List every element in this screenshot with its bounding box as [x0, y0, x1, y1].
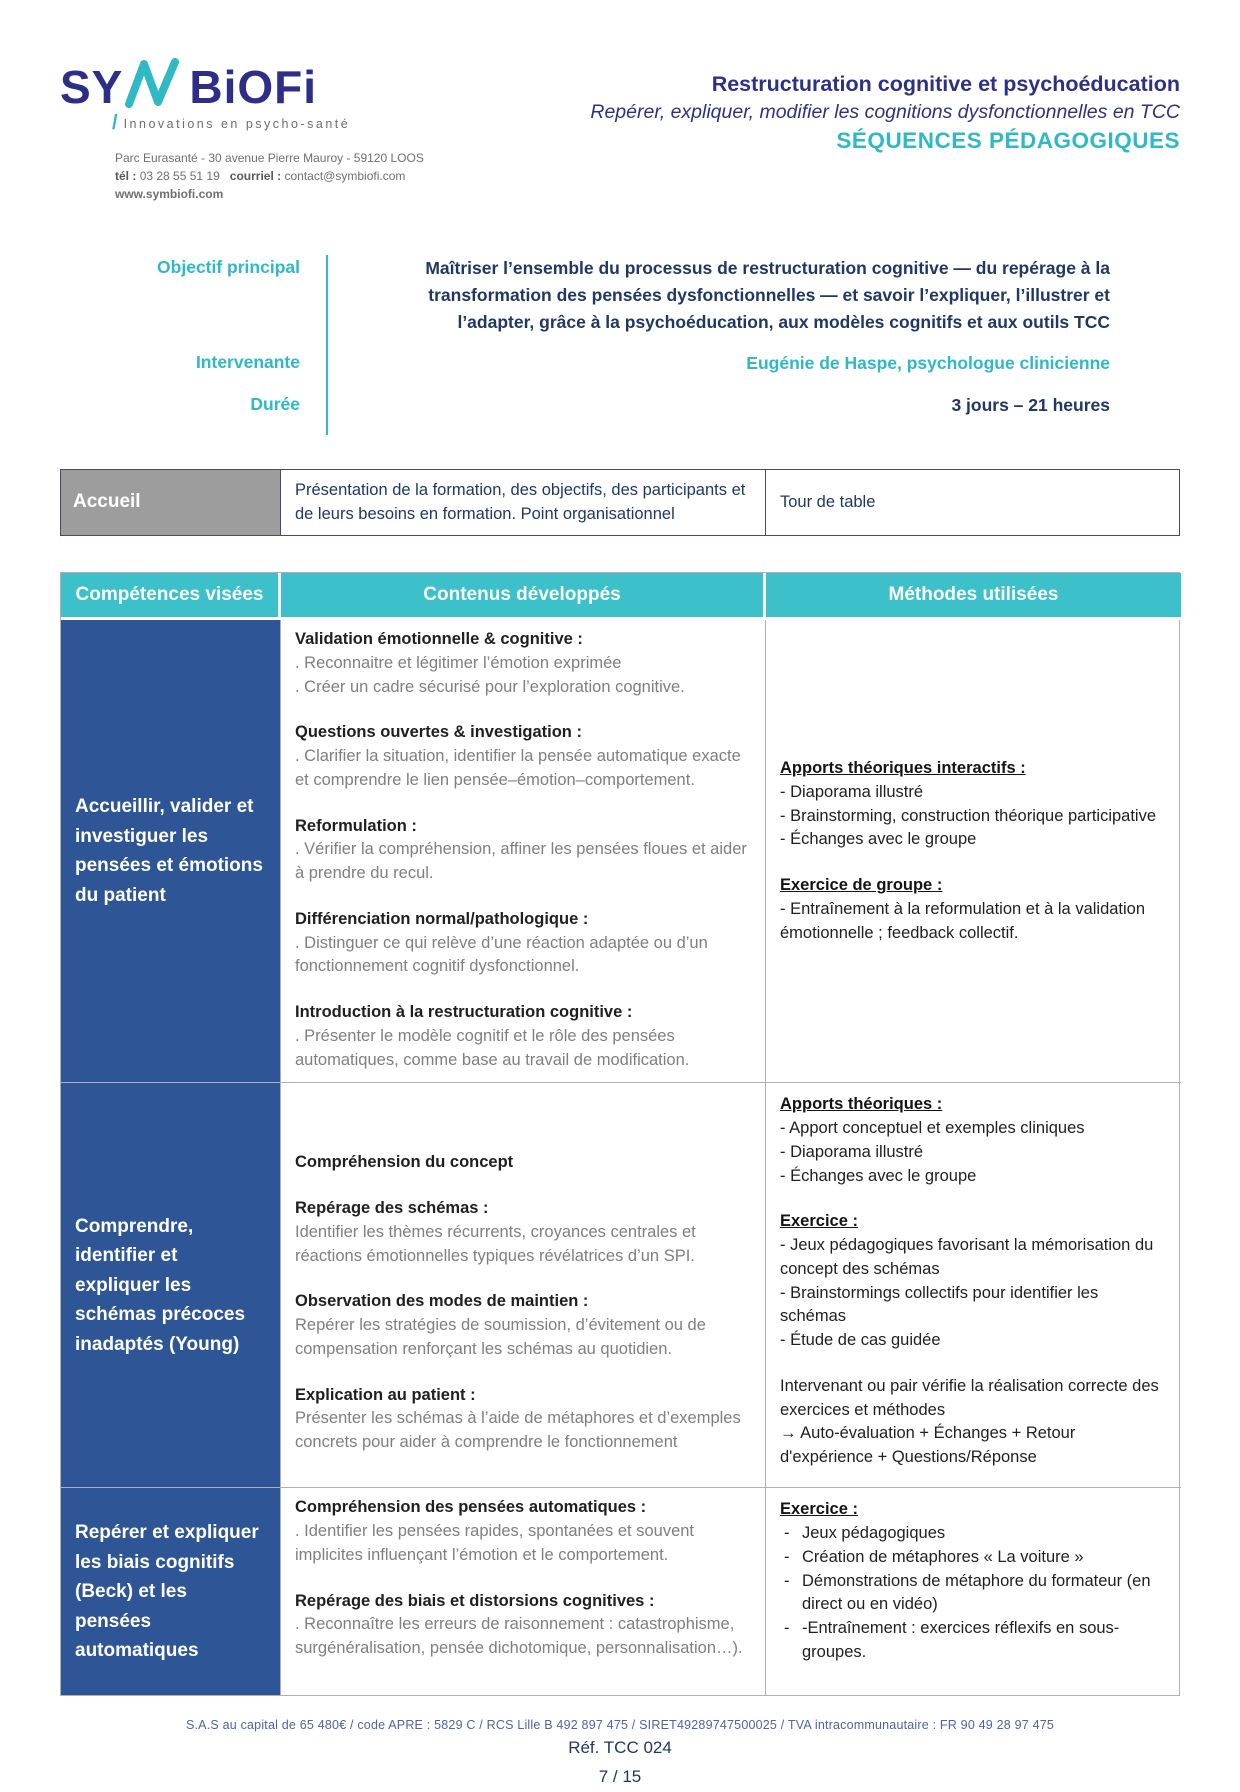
content-heading: Validation émotionnelle & cognitive :	[295, 630, 583, 649]
content-heading: Repérage des biais et distorsions cognitives :	[295, 1591, 655, 1610]
methodes-cell	[766, 1488, 1181, 1695]
header-methodes: Méthodes utilisées	[766, 573, 1181, 620]
content-line: - Brainstormings collectifs pour identifier les schémas	[780, 1283, 1099, 1326]
doc-subtitle: Repérer, expliquer, modifier les cognitions dysfonctionnelles en TCC	[590, 101, 1180, 124]
content-line: - Création de métaphores « La voiture »	[780, 1546, 1167, 1570]
content-line: Présenter les schémas à l’aide de métaphores et d’exemples concrets pour aider à comprendre le fonctionnement	[295, 1409, 741, 1452]
contenus-cell	[281, 620, 766, 1083]
content-line	[295, 886, 749, 908]
footer-page-number: 7 / 15	[598, 1767, 642, 1787]
content-line: Intervenant ou pair vérifie la réalisation correcte des exercices et méthodes	[780, 1376, 1159, 1419]
content-line: . Identifier les pensées rapides, spontanées et souvent implicites influençant l’émotion et le comportement.	[295, 1522, 695, 1564]
contenus-cell	[281, 1083, 766, 1488]
courriel-label: courriel :	[229, 169, 282, 183]
content-line: - Entraînement à la reformulation et à la validation émotionnelle ; feedback collectif.	[780, 899, 1146, 942]
contact-line	[115, 167, 490, 185]
tel-number: 03 28 55 51 19	[139, 169, 220, 183]
content-heading: Exercice :	[780, 1500, 858, 1519]
sequences-table	[60, 572, 1180, 1696]
content-heading: Introduction à la restructuration cognitive :	[295, 1003, 633, 1022]
competence-cell: Comprendre, identifier et expliquer les schémas précoces inadaptés (Young)	[61, 1083, 281, 1488]
intervenante-label: Intervenante	[195, 352, 300, 373]
content-line: - -Entraînement : exercices réflexifs en sous-groupes.	[780, 1617, 1167, 1665]
content-line: Identifier les thèmes récurrents, croyances centrales et réactions émotionnelles typiques révélatrices d’un SPI.	[295, 1222, 696, 1265]
content-line	[295, 1091, 749, 1151]
accueil-row	[60, 469, 1180, 537]
logo-text-left: SY	[60, 61, 124, 113]
content-line	[295, 1175, 749, 1197]
content-line	[780, 1188, 1167, 1210]
content-line: . Reconnaître les erreurs de raisonnement : catastrophisme, surgénéralisation, pensée dichotomique, personnalisation…).	[295, 1615, 743, 1658]
content-line: . Vérifier la compréhension, affiner les pensées floues et aider à prendre du recul.	[295, 840, 747, 883]
content-line: . Créer un cadre sécurisé pour l’exploration cognitive.	[295, 677, 685, 696]
content-heading: Compréhension du concept	[295, 1153, 514, 1172]
content-line: . Distinguer ce qui relève d’une réaction adaptée ou d’un fonctionnement cognitif dysfonctionnel.	[295, 933, 708, 976]
content-line	[295, 1362, 749, 1384]
header-contenus: Contenus développés	[281, 573, 766, 620]
content-heading: Différenciation normal/pathologique :	[295, 909, 589, 928]
content-heading: Questions ouvertes & investigation :	[295, 723, 582, 742]
logo-text-right: BiOFi	[189, 61, 318, 113]
logo-tagline-row	[112, 112, 490, 135]
logo-wordmark	[60, 58, 490, 113]
footer-ref-block	[60, 1734, 1180, 1792]
content-heading: Observation des modes de maintien :	[295, 1292, 589, 1311]
tel-label: tél :	[115, 169, 137, 183]
content-line	[295, 699, 749, 721]
content-line: . Reconnaitre et légitimer l’émotion exprimée	[295, 653, 622, 672]
doc-type: SÉQUENCES PÉDAGOGIQUES	[836, 128, 1180, 154]
legal-footer: S.A.S au capital de 65 480€ / code APRE : 5829 C / RCS Lille B 492 897 475 / SIRET49289747500025 / TVA intracommunautaire : FR 90 49 28 97 475	[185, 1718, 1055, 1732]
content-line	[295, 1568, 749, 1590]
methodes-cell	[766, 1083, 1181, 1488]
tagline-slash-icon: /	[112, 112, 118, 134]
table-row	[61, 1083, 1179, 1488]
intervenante-value: Eugénie de Haspe, psychologue clinicienne	[326, 350, 1110, 391]
competence-cell: Accueillir, valider et investiguer les pensées et émotions du patient	[61, 620, 281, 1083]
header-competences: Compétences visées	[61, 573, 281, 620]
table-row	[61, 620, 1179, 1083]
content-heading: Explication au patient :	[295, 1385, 476, 1404]
contenus-cell	[281, 1488, 766, 1695]
table-row	[61, 1488, 1179, 1695]
competence-cell: Repérer et expliquer les biais cognitifs (Beck) et les pensées automatiques	[61, 1488, 281, 1695]
content-line: - Jeux pédagogiques	[780, 1522, 1167, 1546]
logo-tagline: Innovations en psycho-santé	[123, 116, 351, 131]
content-heading: Apports théoriques :	[780, 1095, 943, 1114]
content-heading: Reformulation :	[295, 816, 417, 835]
website: www.symbiofi.com	[115, 187, 224, 201]
content-line	[295, 793, 749, 815]
content-line: → Auto-évaluation + Échanges + Retour d'expérience + Questions/Réponse	[780, 1424, 1076, 1467]
content-line: - Diaporama illustré	[780, 782, 924, 801]
content-line: Repérer les stratégies de soumission, d’évitement ou de compensation renforçant les schémas au quotidien.	[295, 1316, 706, 1358]
objectif-value: Maîtriser l’ensemble du processus de restructuration cognitive — du repérage à la transformation des pensées dysfonctionnelles — et savoir l’expliquer, l’illustrer et l’adapter, grâce à la psychoéducation, aux modèles cognitifs et aux outils TCC	[326, 255, 1110, 350]
doc-title: Restructuration cognitive et psychoéducation	[711, 72, 1180, 96]
info-panel	[95, 255, 1110, 435]
doc-header	[490, 70, 1180, 157]
company-logo	[60, 58, 490, 203]
address-line: Parc Eurasanté - 30 avenue Pierre Mauroy - 59120 LOOS	[115, 151, 424, 165]
content-line	[780, 852, 1167, 874]
content-line: - Démonstrations de métaphore du formateur (en direct ou en vidéo)	[780, 1570, 1167, 1618]
content-line	[295, 979, 749, 1001]
methodes-cell	[766, 620, 1181, 1083]
logo-wave-icon	[125, 58, 187, 108]
content-line: - Échanges avec le groupe	[780, 1166, 977, 1185]
content-line: - Étude de cas guidée	[780, 1331, 941, 1350]
table-header-row	[61, 573, 1179, 620]
company-address	[115, 149, 490, 203]
content-line	[780, 1353, 1167, 1375]
accueil-label: Accueil	[61, 470, 281, 536]
page-header	[60, 58, 1180, 203]
duree-value: 3 jours – 21 heures	[326, 392, 1110, 435]
content-heading: Compréhension des pensées automatiques :	[295, 1498, 647, 1517]
content-line: - Brainstorming, construction théorique participative	[780, 806, 1157, 825]
content-heading: Exercice :	[780, 1212, 858, 1231]
accueil-description: Présentation de la formation, des objectifs, des participants et de leurs besoins en formation. Point organisationnel	[281, 470, 766, 536]
duree-label: Durée	[250, 393, 300, 414]
accueil-methode: Tour de table	[780, 492, 876, 511]
content-line: . Présenter le modèle cognitif et le rôle des pensées automatiques, comme base au travail de modification.	[295, 1026, 690, 1069]
content-heading: Exercice de groupe :	[780, 876, 943, 895]
courriel-value: contact@symbiofi.com	[284, 169, 406, 183]
content-line: - Jeux pédagogiques favorisant la mémorisation du concept des schémas	[780, 1236, 1154, 1278]
objectif-label: Objectif principal	[157, 257, 300, 277]
content-heading: Apports théoriques interactifs :	[780, 759, 1026, 778]
content-line: - Diaporama illustré	[780, 1142, 924, 1161]
content-line: - Apport conceptuel et exemples cliniques	[780, 1119, 1085, 1138]
content-heading: Repérage des schémas :	[295, 1199, 489, 1218]
content-line: . Clarifier la situation, identifier la pensée automatique exacte et comprendre le lien pensée–émotion–comportement.	[295, 747, 741, 789]
content-line: - Échanges avec le groupe	[780, 830, 977, 849]
footer-ref: Réf. TCC 024	[568, 1738, 672, 1758]
content-line	[295, 1268, 749, 1290]
